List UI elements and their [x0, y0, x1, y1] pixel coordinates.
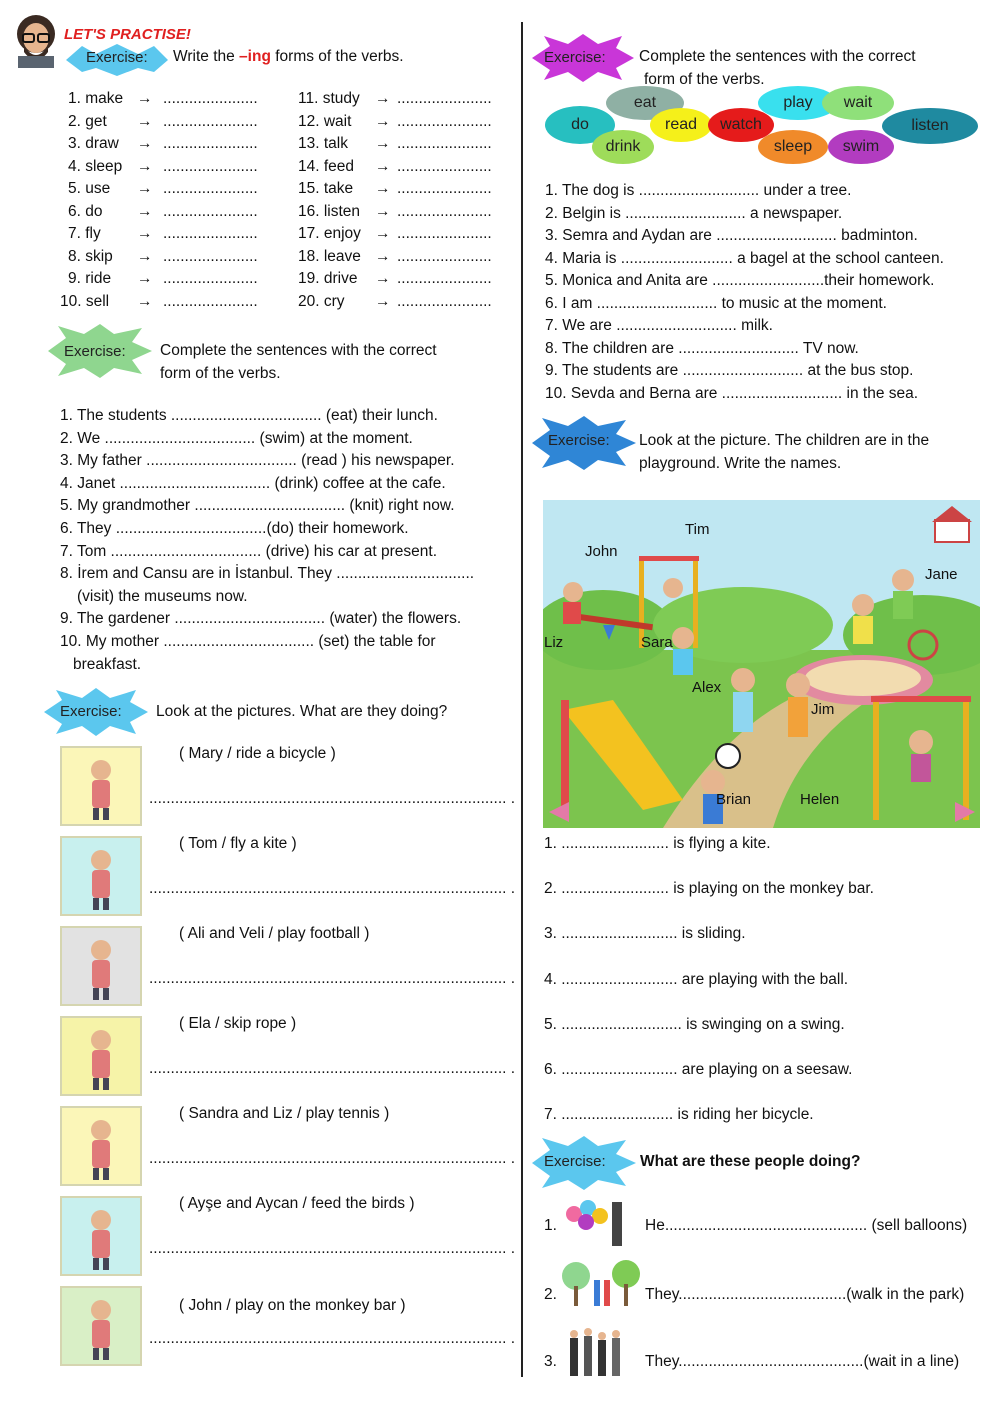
arrow-icon: → [137, 112, 153, 130]
exercise-label: Exercise: [86, 49, 148, 66]
sentence-line: 3. My father ................................... (read ) his newspaper. [60, 452, 455, 470]
answer-line: ................................................................................... . [149, 1330, 516, 1347]
arrow-icon: → [137, 135, 153, 152]
answer-blank: ...................... [397, 247, 492, 265]
prompt-text: ( Ela / skip rope ) [179, 1015, 297, 1032]
answer-blank: ...................... [397, 292, 492, 310]
sentence-line: 9. The gardener ................................... (water) the flowers. [60, 610, 462, 628]
word-cloud-play: play [758, 86, 838, 120]
prompt-text: ( Ali and Veli / play football ) [179, 925, 370, 942]
answer-blank: ...................... [163, 157, 258, 175]
verb-item: 11. study [298, 90, 360, 107]
verb-item: 1. make [68, 90, 124, 107]
answer-line: ................................................................................... . [149, 880, 516, 897]
word-cloud-watch: watch [708, 108, 774, 142]
verb-item: 14. feed [298, 157, 355, 175]
arrow-icon: → [137, 90, 153, 107]
ex6-instruction: What are these people doing? [640, 1153, 861, 1170]
answer-blank: ...................... [163, 292, 258, 310]
verb-item: 17. enjoy [298, 225, 361, 242]
word-cloud-eat: eat [606, 86, 684, 120]
arrow-icon: → [137, 292, 153, 310]
sentence-line: 8. The children are ............................ TV now. [545, 339, 859, 357]
verb-item: 8. skip [68, 247, 113, 265]
answer-blank: ...................... [163, 270, 258, 287]
prompt-text: ( Ayşe and Aycan / feed the birds ) [179, 1195, 415, 1212]
sentence-line: 5. My grandmother ................................... (knit) right now. [60, 497, 455, 515]
arrow-icon: → [375, 180, 391, 197]
answer-blank: ...................... [397, 90, 492, 107]
column-divider [521, 22, 523, 1377]
answer-line: ................................................................................... . [149, 1240, 516, 1257]
people-picture [560, 1196, 644, 1250]
arrow-icon: → [137, 157, 153, 175]
name-jane: Jane [925, 566, 958, 583]
verb-item: 18. leave [298, 247, 361, 265]
verb-item: 2. get [68, 112, 107, 130]
verb-item: 20. cry [298, 292, 345, 310]
prompt-text: ( John / play on the monkey bar ) [179, 1297, 406, 1314]
verb-item: 3. draw [68, 135, 119, 152]
arrow-icon: → [375, 292, 391, 310]
verb-item: 13. talk [298, 135, 348, 152]
exercise-label: Exercise: [548, 432, 610, 449]
arrow-icon: → [375, 112, 391, 130]
answer-blank: ...................... [397, 157, 492, 175]
answer-blank: ...................... [163, 225, 258, 242]
sentence-line: 3. Semra and Aydan are ............................ badminton. [545, 227, 918, 244]
answer-sentence: He............................................... (sell balloons) [645, 1217, 968, 1234]
arrow-icon: → [375, 247, 391, 265]
word-cloud-drink: drink [592, 130, 654, 164]
prompt-text: ( Mary / ride a bicycle ) [179, 745, 336, 762]
name-liz: Liz [544, 634, 564, 651]
verb-item: 10. sell [60, 292, 110, 310]
word-cloud-listen: listen [882, 108, 978, 144]
sentence-line: 1. The students ................................... (eat) their lunch. [60, 407, 438, 424]
ex2-instruction: Complete the sentences with the correct form of the verbs. [160, 342, 437, 382]
item-number: 1. [544, 1217, 557, 1234]
arrow-icon: → [375, 90, 391, 107]
arrow-icon: → [375, 135, 391, 152]
sentence-line: 3. ........................... is sliding. [544, 925, 746, 943]
answer-line: ................................................................................... . [149, 1060, 516, 1077]
sentence-line: 2. ......................... is playing on the monkey bar. [544, 880, 874, 898]
answer-blank: ...................... [163, 90, 258, 107]
name-alex: Alex [692, 679, 722, 696]
sentence-line: 1. The dog is ............................ under a tree. [545, 182, 852, 199]
word-cloud-wait: wait [822, 86, 894, 120]
answer-blank: ...................... [397, 112, 492, 130]
name-tim: Tim [685, 521, 710, 538]
activity-picture [60, 926, 142, 1006]
sentence-line: 6. ........................... are playing on a seesaw. [544, 1061, 853, 1078]
sentence-line: 5. Monica and Anita are ..........................their homework. [545, 272, 935, 289]
name-john: John [585, 543, 618, 560]
sentence-line: 6. I am ............................ to music at the moment. [545, 294, 887, 312]
prompt-text: ( Tom / fly a kite ) [179, 835, 297, 852]
answer-line: ................................................................................... . [149, 790, 516, 807]
answer-blank: ...................... [163, 135, 258, 152]
sentence-line: 4. Janet ................................... (drink) coffee at the cafe. [60, 474, 446, 492]
sentence-line: (visit) the museums now. [77, 587, 248, 605]
activity-picture [60, 746, 142, 826]
arrow-icon: → [137, 270, 153, 287]
verb-item: 7. fly [68, 225, 101, 242]
exercise-label: Exercise: [544, 49, 606, 66]
arrow-icon: → [137, 247, 153, 265]
answer-blank: ...................... [163, 112, 258, 130]
sentence-line: 4. Maria is .......................... a bagel at the school canteen. [545, 249, 944, 267]
arrow-icon: → [375, 270, 391, 287]
name-jim: Jim [811, 701, 835, 718]
answer-blank: ...................... [397, 270, 492, 287]
sentence-line: breakfast. [73, 655, 142, 673]
sentence-line: 2. Belgin is ............................ a newspaper. [545, 204, 843, 222]
name-helen: Helen [800, 791, 840, 808]
verb-item: 6. do [68, 202, 103, 220]
answer-blank: ...................... [397, 202, 492, 220]
arrow-icon: → [137, 225, 153, 242]
exercise-label: Exercise: [60, 703, 122, 720]
verb-item: 12. wait [298, 112, 352, 130]
verb-item: 19. drive [298, 270, 358, 287]
activity-picture [60, 1196, 142, 1276]
answer-blank: ...................... [163, 247, 258, 265]
answer-line: ................................................................................... . [149, 1150, 516, 1167]
activity-picture [60, 1286, 142, 1366]
page-title: LET'S PRACTISE! [64, 26, 191, 43]
teacher-avatar [8, 12, 64, 68]
word-cloud-do: do [545, 106, 615, 144]
answer-line: ................................................................................... . [149, 970, 516, 987]
activity-picture [60, 1106, 142, 1186]
sentence-line: 5. ............................ is swinging on a swing. [544, 1015, 845, 1033]
sentence-line: 7. Tom ................................... (drive) his car at present. [60, 542, 437, 560]
sentence-line: 1. ......................... is flying a kite. [544, 835, 771, 852]
item-number: 3. [544, 1353, 557, 1370]
people-picture [560, 1326, 644, 1380]
sentence-line: 10. Sevda and Berna are ............................ in the sea. [545, 384, 919, 402]
verb-item: 15. take [298, 180, 354, 197]
answer-blank: ...................... [163, 180, 258, 197]
answer-sentence: They...........................................(wait in a line) [645, 1353, 960, 1370]
answer-blank: ...................... [397, 225, 492, 242]
ex1-instruction: Write the –ing forms of the verbs. [173, 48, 404, 65]
exercise-label: Exercise: [544, 1153, 606, 1170]
exercise-label: Exercise: [64, 343, 126, 360]
verb-item: 4. sleep [68, 157, 123, 175]
sentence-line: 6. They ...................................(do) their homework. [60, 520, 409, 537]
answer-sentence: They.......................................(walk in the park) [645, 1286, 965, 1303]
answer-blank: ...................... [397, 135, 492, 152]
arrow-icon: → [375, 225, 391, 242]
activity-picture [60, 836, 142, 916]
playground-picture [543, 500, 980, 828]
answer-blank: ...................... [397, 180, 492, 197]
arrow-icon: → [137, 180, 153, 197]
word-cloud-read: read [650, 108, 712, 142]
word-cloud-sleep: sleep [758, 130, 828, 164]
name-sara: Sara [641, 634, 673, 651]
ex3-instruction: Look at the pictures. What are they doing? [156, 703, 448, 720]
sentence-line: 7. .......................... is riding her bicycle. [544, 1106, 814, 1124]
ex4-instruction: Complete the sentences with the correct form of the verbs. [639, 48, 916, 88]
name-brian: Brian [716, 791, 752, 808]
prompt-text: ( Sandra and Liz / play tennis ) [179, 1105, 390, 1122]
sentence-line: 4. ........................... are playing with the ball. [544, 970, 849, 988]
verb-item: 9. ride [68, 270, 112, 287]
sentence-line: 2. We ................................... (swim) at the moment. [60, 429, 413, 447]
sentence-line: 8. İrem and Cansu are in İstanbul. They ................................ [60, 565, 475, 583]
item-number: 2. [544, 1286, 557, 1303]
word-cloud-swim: swim [828, 130, 894, 164]
arrow-icon: → [375, 202, 391, 220]
sentence-line: 10. My mother ................................... (set) the table for [60, 633, 436, 650]
verb-item: 16. listen [298, 202, 361, 220]
answer-blank: ...................... [163, 202, 258, 220]
arrow-icon: → [375, 157, 391, 175]
arrow-icon: → [137, 202, 153, 220]
verb-item: 5. use [68, 180, 111, 197]
sentence-line: 9. The students are ............................ at the bus stop. [545, 362, 914, 379]
activity-picture [60, 1016, 142, 1096]
ex5-instruction: Look at the picture. The children are in the playground. Write the names. [639, 432, 930, 472]
sentence-line: 7. We are ............................ milk. [545, 317, 773, 334]
people-picture [560, 1258, 644, 1312]
